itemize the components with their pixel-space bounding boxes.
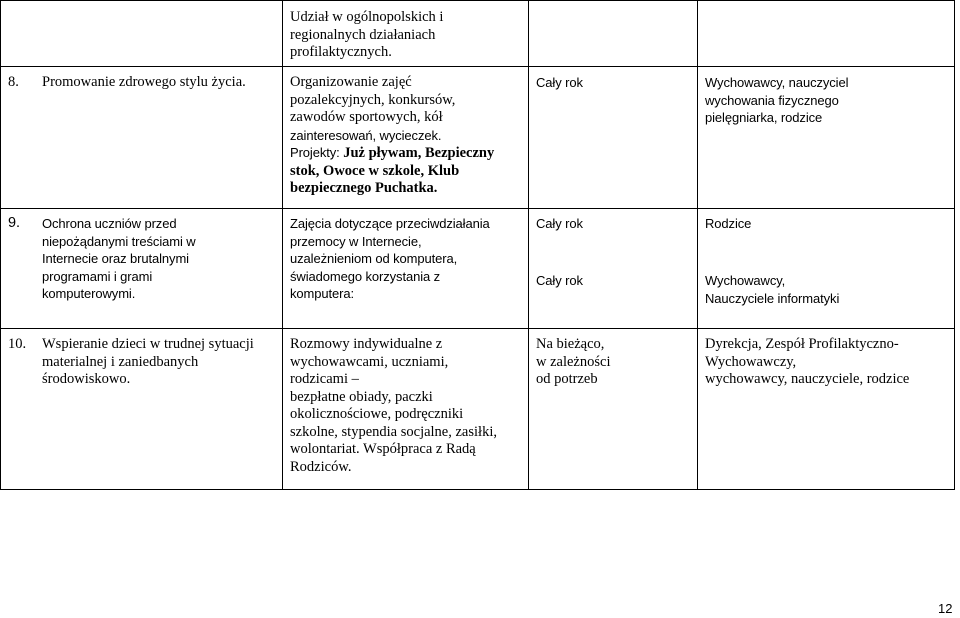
text-line: Rodziców. <box>290 458 352 475</box>
text-line: od potrzeb <box>536 371 598 387</box>
text-line: uzależnieniom od komputera, <box>290 251 458 266</box>
text-line: komputerowymi. <box>42 286 136 301</box>
text-line: Internecie oraz brutalnymi <box>42 251 189 266</box>
row-10-activity <box>290 336 525 476</box>
row-10-number: 10. <box>8 336 27 352</box>
prev-row-activity <box>290 9 525 62</box>
row-9-task <box>42 215 282 303</box>
row-10-responsible <box>705 336 953 389</box>
text-line: Nauczyciele informatyki <box>705 290 840 306</box>
text-line: programami i grami <box>42 268 153 284</box>
text-line: świadomego korzystania z <box>290 268 441 284</box>
text-line: środowiskowo. <box>42 371 131 387</box>
row-8-responsible <box>705 74 950 127</box>
projects-label: Projekty: <box>290 145 344 160</box>
row-8-term: Cały rok <box>536 75 583 90</box>
row-9-number: 9. <box>8 215 20 231</box>
text-line: w zależności <box>536 353 611 370</box>
text-line: Rozmowy indywidualne z <box>290 336 443 352</box>
row-9-responsible-1: Rodzice <box>705 216 752 231</box>
text-line: okolicznościowe, podręczniki <box>290 406 464 422</box>
text-line: wychowania fizycznego <box>705 92 839 108</box>
row-divider-1 <box>0 66 955 67</box>
table-border-right <box>954 0 955 490</box>
text-line: komputera: <box>290 286 355 301</box>
row-10-term <box>536 336 696 389</box>
text-line: rodzicami – <box>290 371 359 387</box>
text-line: wolontariat. Współpraca z Radą <box>290 441 476 457</box>
text-line: Wychowawcy, <box>705 273 786 288</box>
text-line: zainteresowań, wycieczek. <box>290 127 442 143</box>
text-line: materialnej i zaniedbanych <box>42 353 199 370</box>
row-divider-2 <box>0 208 955 209</box>
table-border-left <box>0 0 1 490</box>
projects-names: Już pływam, Bezpieczny <box>343 145 495 161</box>
text-line: bezpłatne obiady, paczki <box>290 388 433 405</box>
row-8-task: Promowanie zdrowego stylu życia. <box>42 74 246 90</box>
row-8-activity <box>290 74 525 198</box>
text-line: Zajęcia dotyczące przeciwdziałania <box>290 216 490 231</box>
column-divider-1 <box>282 0 283 490</box>
column-divider-2 <box>528 0 529 490</box>
text-line: Udział w ogólnopolskich i <box>290 9 444 25</box>
text-line: Wspieranie dzieci w trudnej sytuacji <box>42 336 254 352</box>
text-line: profilaktycznych. <box>290 44 392 60</box>
table-border-top <box>0 0 955 1</box>
text-line: Na bieżąco, <box>536 336 605 352</box>
column-divider-3 <box>697 0 698 490</box>
text-line: pielęgniarka, rodzice <box>705 110 823 125</box>
text-line: szkolne, stypendia socjalne, zasiłki, <box>290 423 497 440</box>
text-line: Dyrekcja, Zespół Profilaktyczno- <box>705 336 899 352</box>
text-line: Wychowawcy, nauczyciel <box>705 75 849 90</box>
text-line: Wychowawczy, <box>705 353 797 370</box>
text-line: zawodów sportowych, kół <box>290 109 443 125</box>
text-line: Ochrona uczniów przed <box>42 216 177 231</box>
projects-names: stok, Owoce w szkole, Klub <box>290 162 460 179</box>
row-9-term-1: Cały rok <box>536 216 583 231</box>
text-line: regionalnych działaniach <box>290 26 436 43</box>
projects-names: bezpiecznego Puchatka. <box>290 180 438 196</box>
row-9-responsible-2 <box>705 272 950 307</box>
row-9-activity <box>290 215 525 303</box>
text-line: niepożądanymi treściami w <box>42 233 196 249</box>
row-8-number: 8. <box>8 74 19 90</box>
row-divider-3 <box>0 328 955 329</box>
text-line: przemocy w Internecie, <box>290 233 422 249</box>
page-number: 12 <box>938 601 953 616</box>
table-border-bottom <box>0 489 955 490</box>
text-line: wychowawcami, uczniami, <box>290 353 449 370</box>
text-line: wychowawcy, nauczyciele, rodzice <box>705 371 910 387</box>
row-10-task <box>42 336 282 389</box>
text-line: Organizowanie zajęć <box>290 74 412 90</box>
row-9-term-2: Cały rok <box>536 273 583 288</box>
text-line: pozalekcyjnych, konkursów, <box>290 91 456 108</box>
